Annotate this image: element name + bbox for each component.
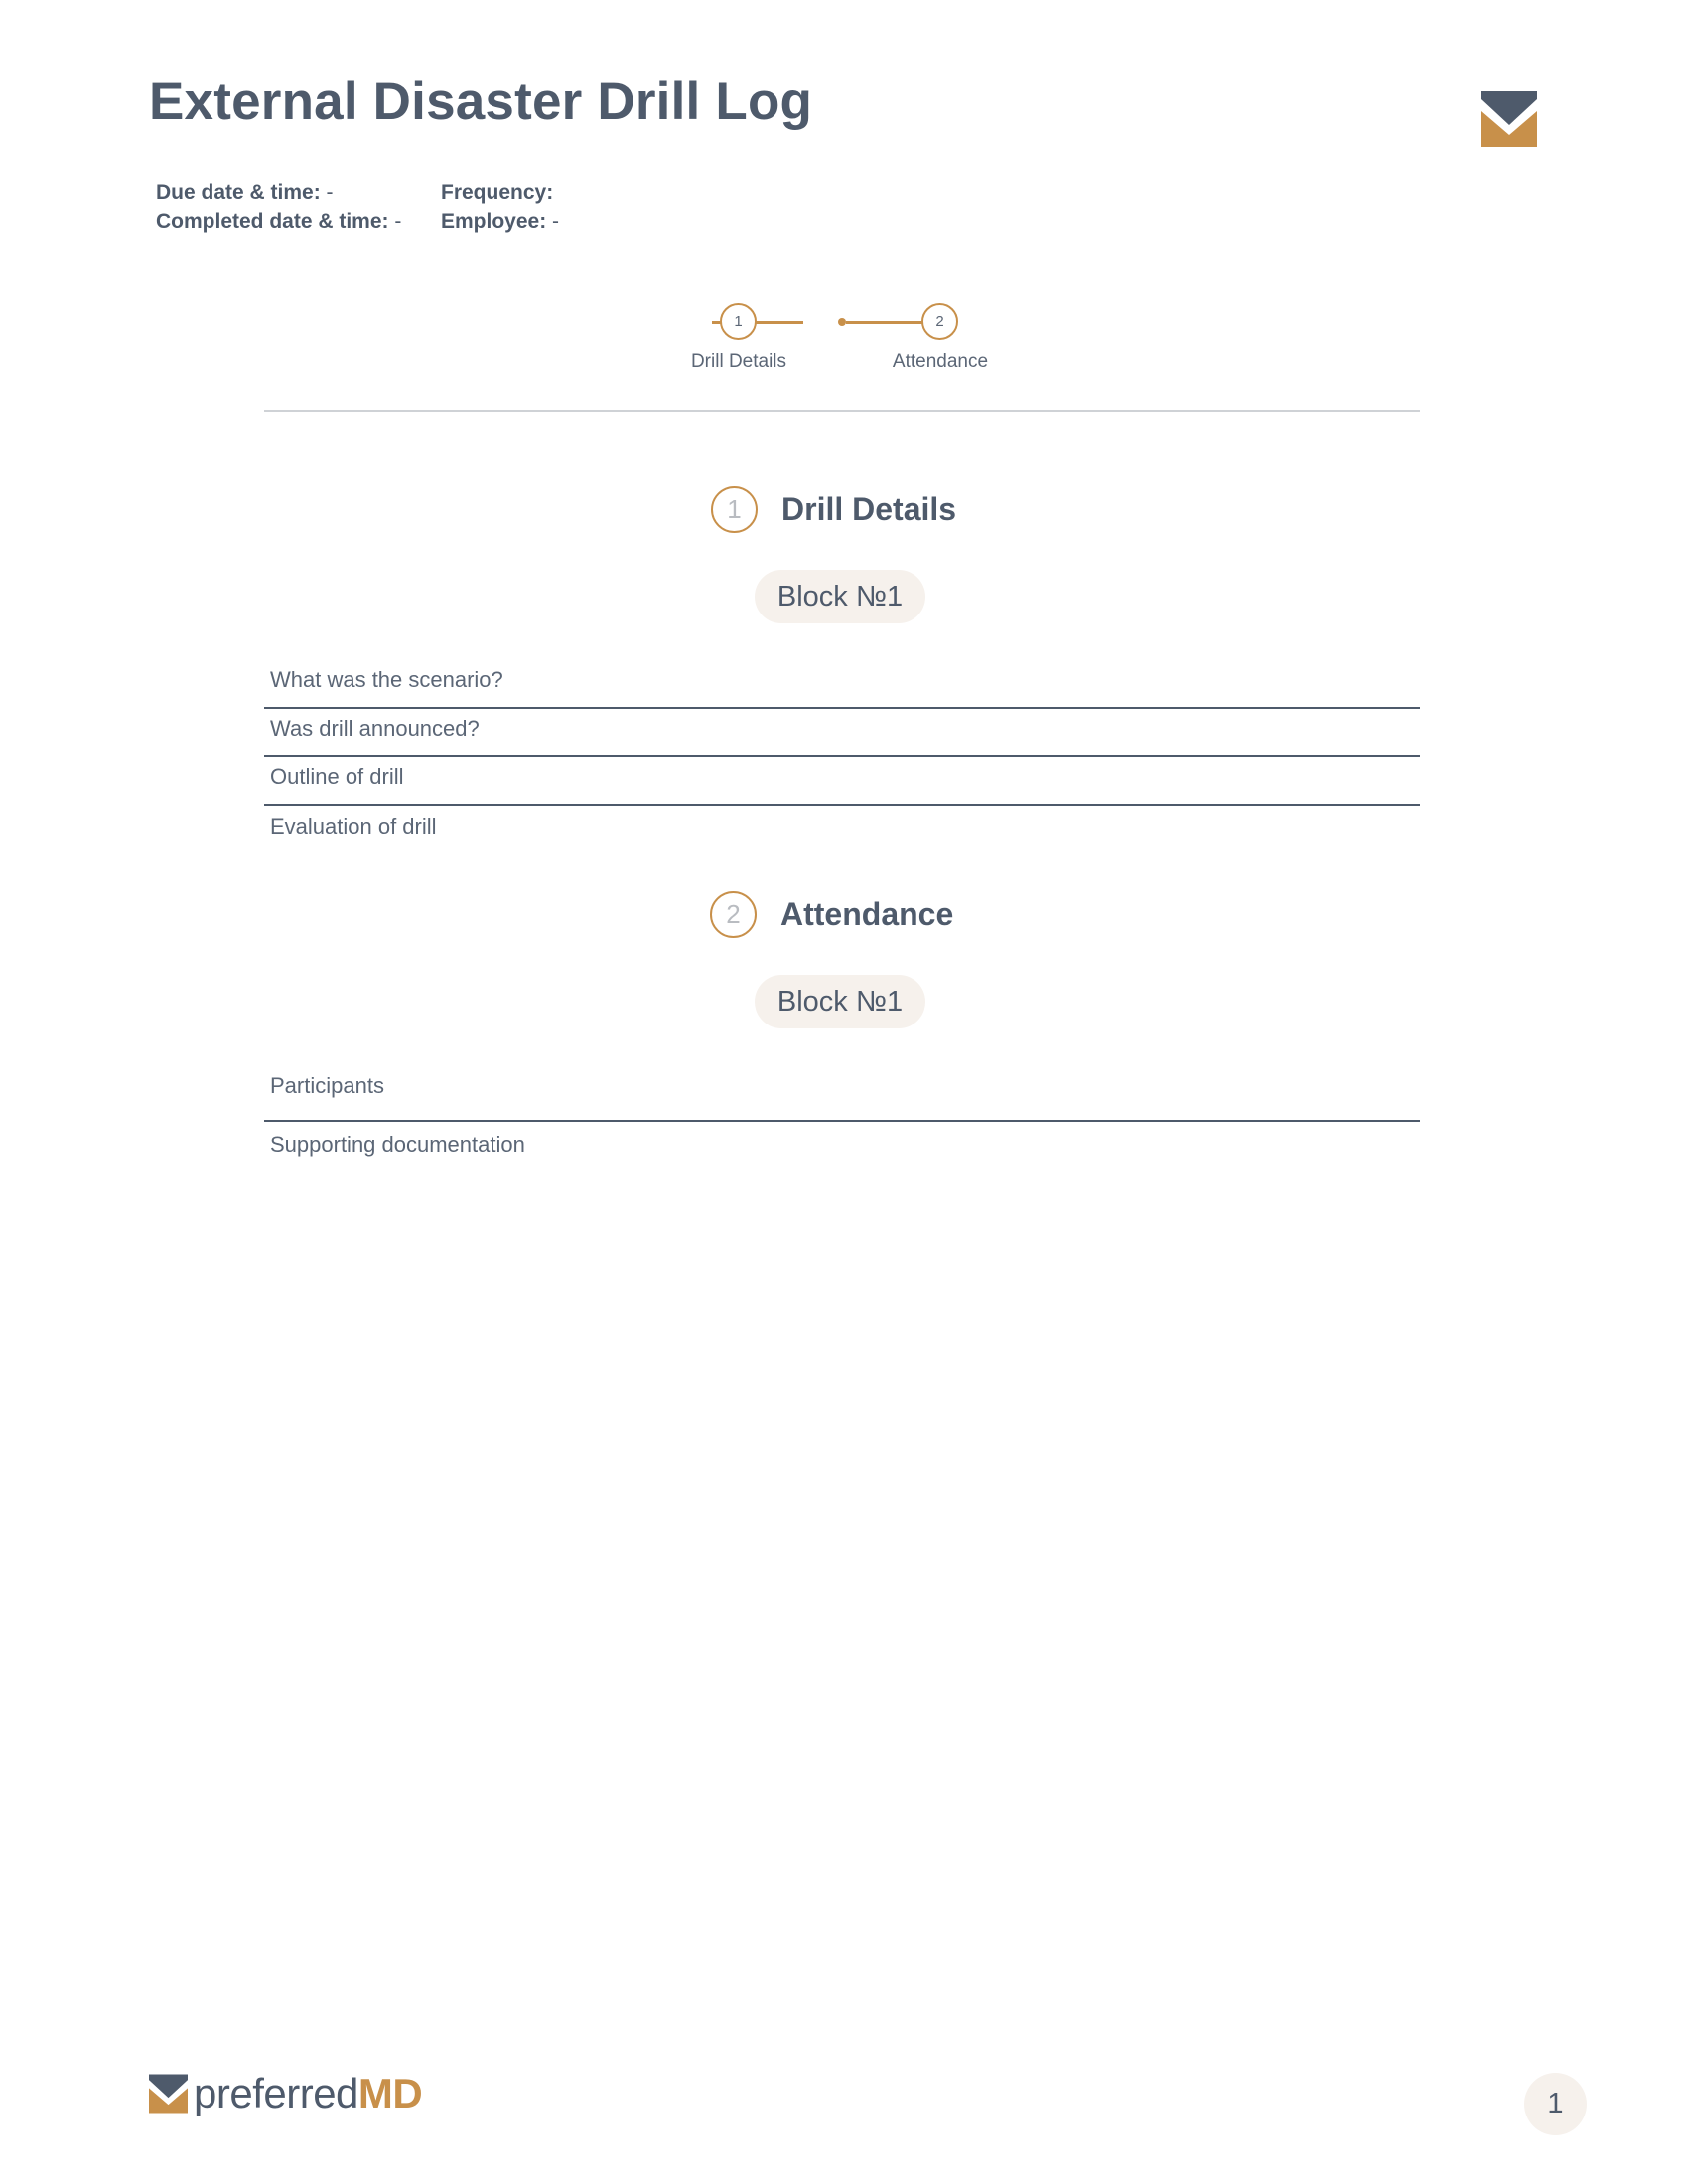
employee-value: - [552,210,560,233]
section-drill-details-heading [711,486,956,533]
field-supporting-documentation: Supporting documentation [270,1132,525,1157]
completed-date-value: - [394,210,402,233]
step-2-label[interactable]: Attendance [892,351,989,372]
header-divider [264,410,1420,412]
brand-wordmark [194,2070,422,2117]
frequency-meta [441,181,553,205]
field-participants: Participants [264,1073,1420,1122]
due-date-value: - [326,181,334,204]
completed-date-label: Completed date & time: [156,210,389,233]
due-date-meta [156,181,334,205]
block-badge: Block №1 [755,975,925,1028]
footer-brand-logo [149,2070,422,2117]
step-2-circle[interactable]: 2 [921,303,958,340]
section-title: Drill Details [781,491,957,527]
field-outline: Outline of drill [264,764,1420,806]
block-badge: Block №1 [755,570,925,623]
step-1-label[interactable]: Drill Details [690,351,787,372]
progress-stepper [675,303,1023,382]
check-mark-logo-icon [1481,91,1537,147]
page-number-badge: 1 [1524,2073,1587,2135]
due-date-label: Due date & time: [156,181,321,204]
document-title: External Disaster Drill Log [149,72,813,131]
section-number: 1 [711,486,758,533]
field-scenario: What was the scenario? [264,667,1420,709]
employee-meta [441,210,559,234]
brand-prefix: preferred [194,2070,358,2116]
section-title: Attendance [780,896,954,932]
field-evaluation: Evaluation of drill [270,814,437,839]
frequency-label: Frequency: [441,181,554,204]
field-announced: Was drill announced? [264,716,1420,757]
section-attendance-heading [710,891,953,938]
completed-date-meta [156,210,401,234]
stepper-midpoint [838,318,846,326]
check-mark-logo-icon [149,2074,188,2114]
brand-suffix: MD [357,2070,423,2116]
step-1-circle[interactable]: 1 [720,303,757,340]
section-number: 2 [710,891,757,938]
employee-label: Employee: [441,210,547,233]
